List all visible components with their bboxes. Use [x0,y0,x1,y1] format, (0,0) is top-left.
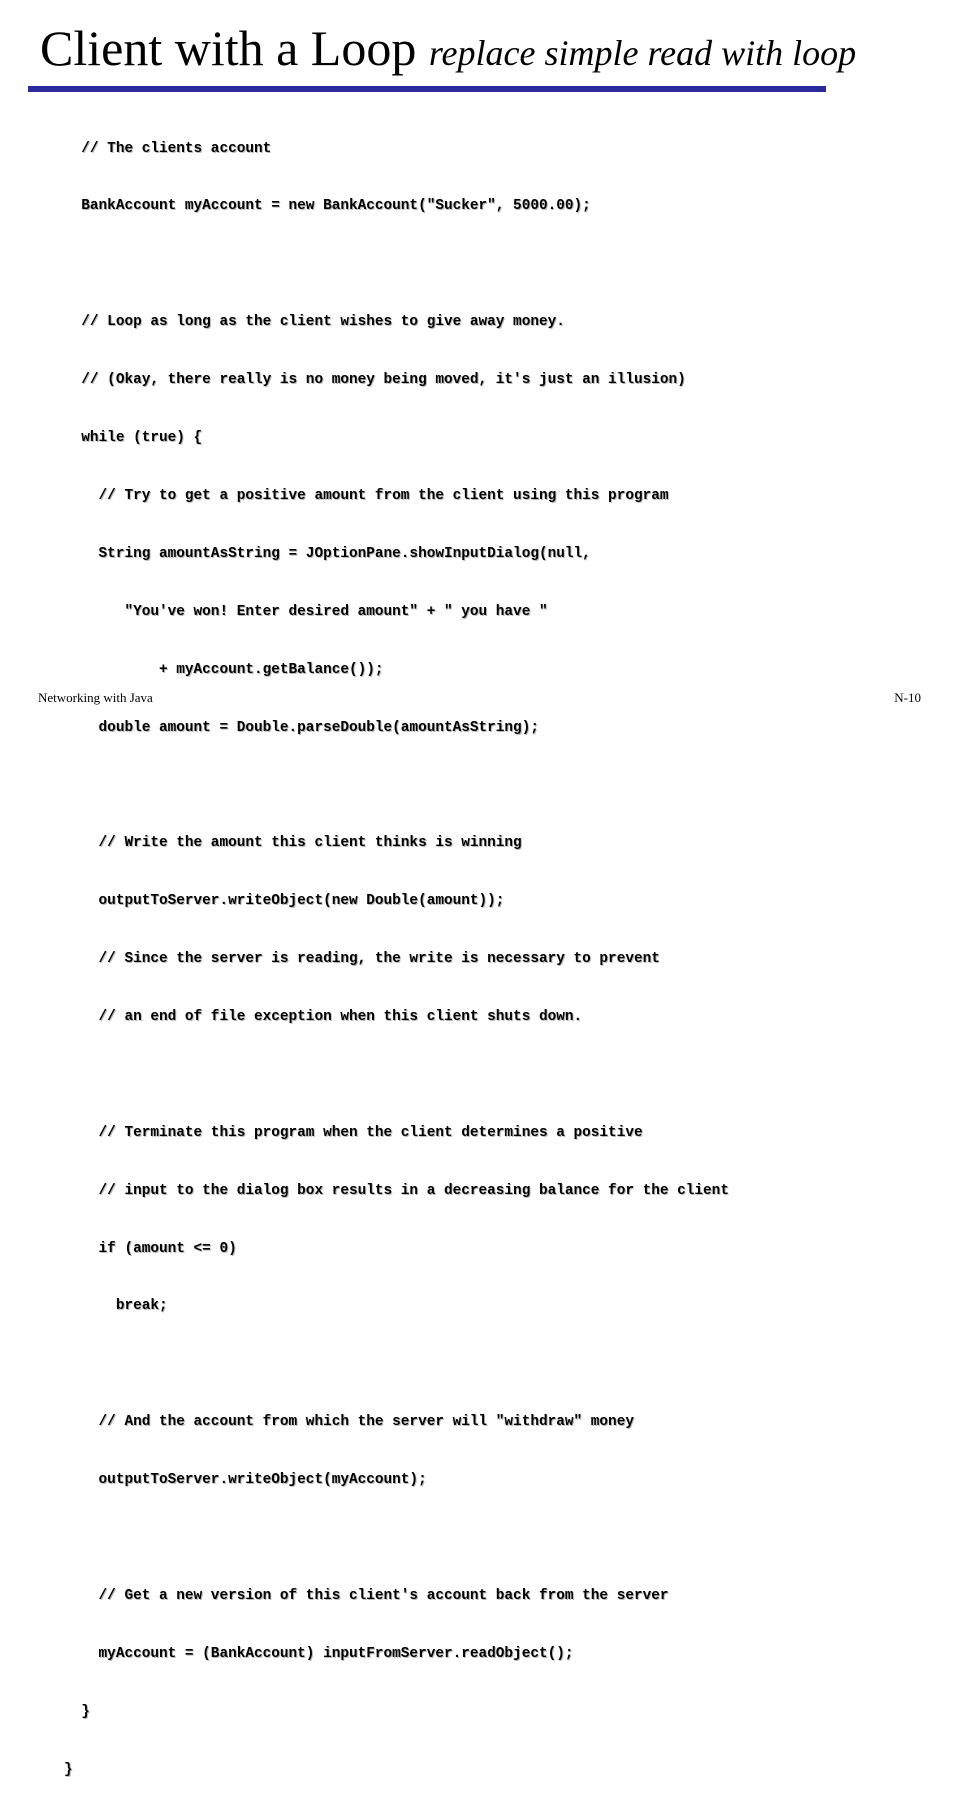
code-line: outputToServer.writeObject(myAccount); [64,1472,427,1489]
code-line: // input to the dialog box results in a decreasing balance for the client [64,1182,729,1199]
code-block [64,101,729,1799]
slide-title-main: Client with a Loop [40,20,417,76]
code-line [64,1355,729,1374]
code-line: "You've won! Enter desired amount" + " you have " [64,603,548,620]
code-line [64,776,729,795]
code-line: } [64,1761,73,1778]
code-line: } [64,1703,90,1720]
code-line: while (true) { [64,430,203,447]
code-line: // Try to get a positive amount from the client using this program [64,487,669,504]
title-underline [28,86,826,92]
code-line: // And the account from which the server will "withdraw" money [64,1414,634,1431]
footer-slide-number: N-10 [894,690,921,705]
code-line: BankAccount myAccount = new BankAccount("Sucker", 5000.00); [64,198,591,215]
code-line: // (Okay, there really is no money being moved, it's just an illusion) [64,372,686,389]
code-line: + myAccount.getBalance()); [64,661,384,678]
code-line: // Loop as long as the client wishes to give away money. [64,314,565,331]
slide-title [40,18,856,83]
code-line: break; [64,1298,168,1315]
slide-subtitle: replace simple read with loop [428,33,857,73]
code-line: // an end of file exception when this client shuts down. [64,1008,583,1025]
code-line: outputToServer.writeObject(new Double(amount)); [64,893,505,910]
footer-course-title: Networking with Java [38,690,153,705]
code-line: // Write the amount this client thinks is winning [64,835,522,852]
code-line: if (amount <= 0) [64,1240,237,1257]
code-line [64,1066,729,1085]
code-line [64,255,729,274]
code-line [64,1529,729,1548]
code-line: // Terminate this program when the client determines a positive [64,1124,643,1141]
code-line: double amount = Double.parseDouble(amountAsString); [64,719,539,736]
code-line: // Get a new version of this client's account back from the server [64,1587,669,1604]
code-line: // Since the server is reading, the write is necessary to prevent [64,951,660,968]
code-line: // The clients account [64,140,272,157]
code-line: myAccount = (BankAccount) inputFromServer.readObject(); [64,1645,574,1662]
code-line: String amountAsString = JOptionPane.showInputDialog(null, [64,545,591,562]
